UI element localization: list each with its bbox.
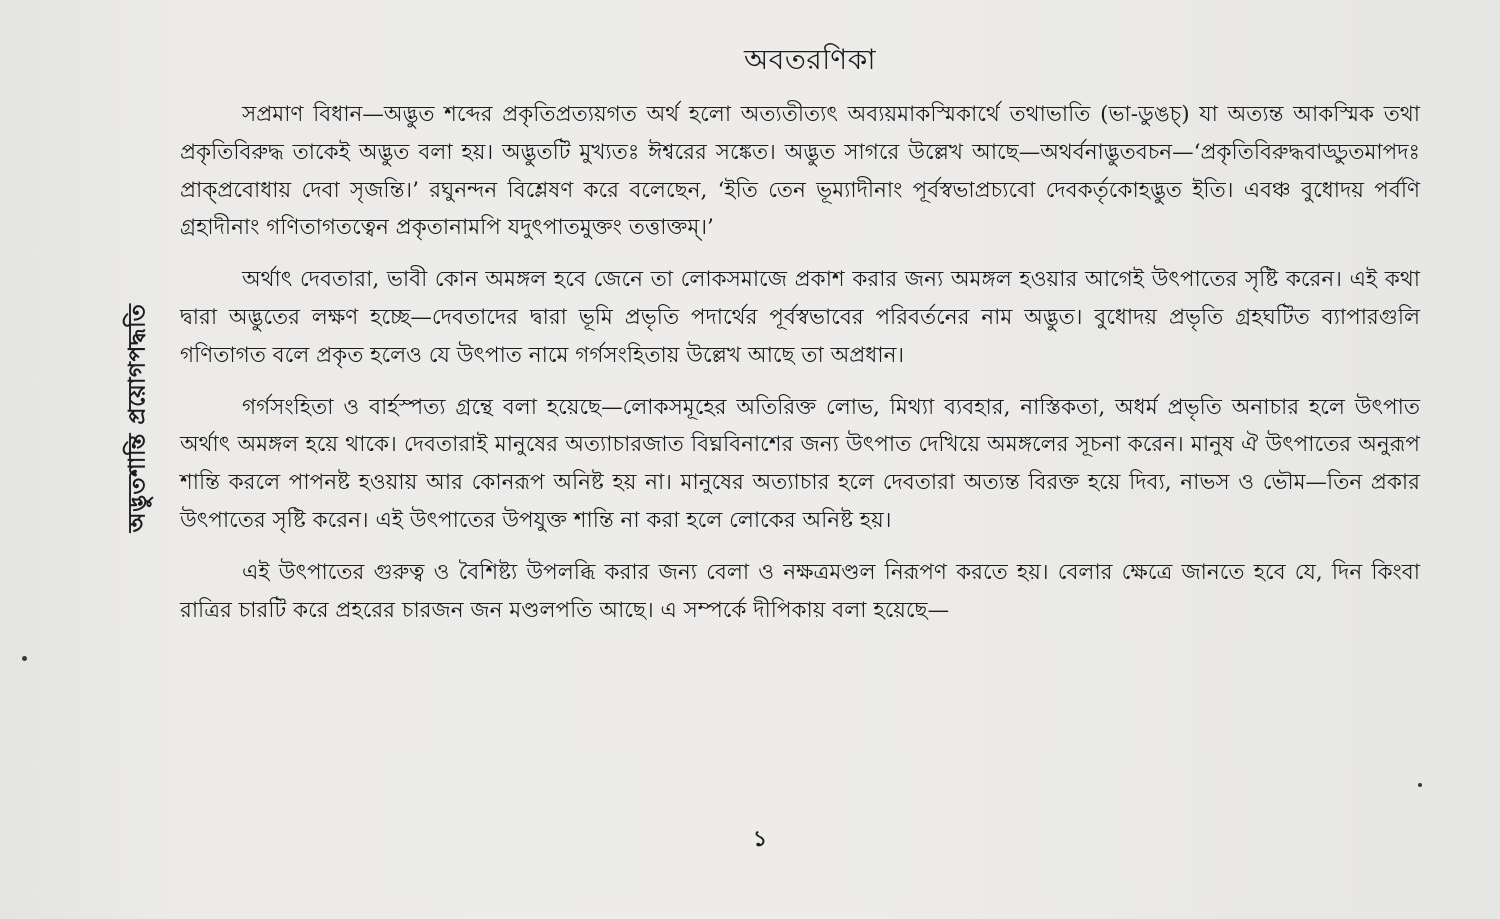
running-side-title: অদ্ভুতশান্তি প্রয়োগপদ্ধতি [123, 303, 151, 533]
paragraph-3: গর্গসংহিতা ও বার্হস্পত্য গ্রন্থে বলা হয়েছে—লোকসমূহের অতিরিক্ত লোভ, মিথ্যা ব্যবহার, নাস্তিকতা, অধর্ম প্রভৃতি অনাচার হলে উৎপাত অর্থাৎ অমঙ্গল হয়ে থাকে। দেবতারাই মানুষের অত্যাচারজাত বিঘ্নবিনাশের জন্য উৎপাত দেখিয়ে অমঙ্গলের সূচনা করেন। মানুষ ঐ উৎপাতের অনুরূপ শান্তি করলে পাপনষ্ট হওয়ায় আর কোনরূপ অনিষ্ট হয় না। মানুষের অত্যাচার হলে দেবতারা অত্যন্ত বিরক্ত হয়ে দিব্য, নাভস ও ভৌম—তিন প্রকার উৎপাতের সৃষ্টি করেন। এই উৎপাতের উপযুক্ত শান্তি না করা হলে লোকের অনিষ্ট হয়। [180, 394, 1420, 533]
paragraph-4: এই উৎপাতের গুরুত্ব ও বৈশিষ্ট্য উপলব্ধি করার জন্য বেলা ও নক্ষত্রমণ্ডল নিরূপণ করতে হয়। বেলার ক্ষেত্রে জানতে হবে যে, দিন কিংবা রাত্রির চারটি করে প্রহরের চারজন জন মণ্ডলপতি আছে। এ সম্পর্কে দীপিকায় বলা হয়েছে— [180, 559, 1420, 623]
paragraph-2: অর্থাৎ দেবতারা, ভাবী কোন অমঙ্গল হবে জেনে তা লোকসমাজে প্রকাশ করার জন্য অমঙ্গল হওয়ার আগেই উৎপাতের সৃষ্টি করেন। এই কথা দ্বারা অদ্ভুতের লক্ষণ হচ্ছে—দেবতাদের দ্বারা ভূমি প্রভৃতি পদার্থের পূর্বস্বভাবের পরিবর্তনের নাম অদ্ভুত। বুধোদয় প্রভৃতি গ্রহঘটিত ব্যাপারগুলি গণিতাগত বলে প্রকৃত হলেও যে উৎপাত নামে গর্গসংহিতায় উল্লেখ আছে তা অপ্রধান। [180, 267, 1420, 368]
page-number: ১ [752, 826, 768, 852]
paragraph-1: সপ্রমাণ বিধান—অদ্ভুত শব্দের প্রকৃতিপ্রত্যয়গত অর্থ হলো অত্যতীত্যৎ অব্যয়মাকস্মিকার্থে তথাভাতি (ভা-ডুঙচ্) যা অত্যন্ত আকস্মিক তথা প্রকৃতিবিরুদ্ধ তাকেই অদ্ভুত বলা হয়। অদ্ভুতটি মুখ্যতঃ ঈশ্বরের সঙ্কেত। অদ্ভুত সাগরে উল্লেখ আছে—অথর্বনাদ্ভুতবচন—‘প্রকৃতিবিরুদ্ধবাড্ডুতমাপদঃ প্রাক্প্রবোধায় দেবা সৃজন্তি।’ রঘুনন্দন বিশ্লেষণ করে বলেছেন, ‘ইতি তেন ভূম্যাদীনাং পূর্বস্বভাপ্রচ্যবো দেবকর্তৃকোহদ্ভুত ইতি। এবঞ্চ বুধোদয় পর্বণি গ্রহাদীনাং গণিতাগতত্বেন প্রকৃতানামপি যদুৎপাতমুক্তং তত্তাক্তম্।’ [180, 102, 1420, 241]
paper-speck [1418, 783, 1422, 787]
paper-speck [22, 656, 27, 661]
page-title: অবতরণিকা [744, 43, 876, 76]
page-body [180, 96, 1420, 629]
